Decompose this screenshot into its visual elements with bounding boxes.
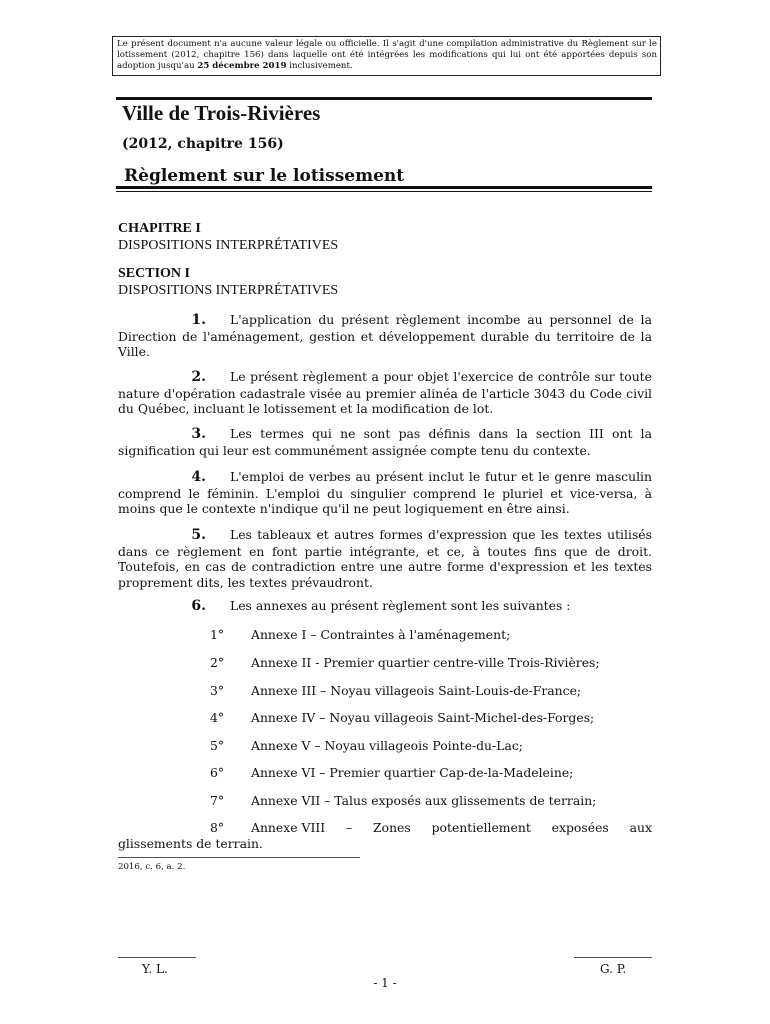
disclaimer-date: 25 décembre 2019: [197, 61, 287, 71]
article-5: [118, 527, 652, 590]
article-text: Les termes qui ne sont pas définis dans la section III ont la signification qui leur est communément assignée compte tenu du contexte.: [118, 426, 652, 458]
annex-word: potentiellement: [431, 820, 531, 835]
article-text: L'emploi de verbes au présent inclut le futur et le genre masculin comprend le féminin. L'emploi du singulier comprend le pluriel et vice-versa, à moins que le contexte n'indique qu'il ne peut logiquement en être ainsi.: [118, 469, 652, 516]
article-4: [118, 469, 652, 517]
annex-ordinal: 7°: [210, 793, 225, 808]
annex-ordinal: 3°: [210, 683, 225, 698]
annex-ordinal: 1°: [210, 627, 225, 642]
article-1: [118, 312, 652, 360]
title-rule-bottom-thin: [116, 191, 652, 192]
article-number: 5.: [191, 527, 206, 543]
section-label: SECTION I: [118, 266, 190, 281]
article-number: 4.: [191, 469, 206, 485]
annex-text: [251, 820, 652, 836]
annex-text: Annexe I – Contraintes à l'aménagement;: [251, 627, 511, 642]
article-text: Les tableaux et autres formes d'expression que les textes utilisés dans ce règlement en font partie intégrante, et ce, à toutes fins que de droit. Toutefois, en cas de contradiction entre une autre forme d'expression et les textes proprement dits, les textes prévaudront.: [118, 527, 652, 590]
disclaimer-text-end: inclusivement.: [286, 61, 353, 71]
annex-text-continuation: glissements de terrain.: [118, 835, 263, 851]
annex-word: Annexe VIII: [251, 820, 326, 835]
annex-ordinal: 2°: [210, 655, 225, 670]
title-rule-bottom: [116, 186, 652, 189]
signature-line-left: [118, 957, 196, 958]
article-text: Le présent règlement a pour objet l'exercice de contrôle sur toute nature d'opération cadastrale visée au premier alinéa de l'article 3043 du Code civil du Québec, incluant le lotissement et la modification de lot.: [118, 369, 652, 416]
annex-item-8: [118, 820, 652, 851]
annex-text: Annexe II - Premier quartier centre-ville Trois-Rivières;: [251, 655, 600, 670]
annex-text: Annexe IV – Noyau villageois Saint-Michel-des-Forges;: [251, 710, 595, 725]
annex-ordinal: 4°: [210, 710, 225, 725]
disclaimer-box: [112, 36, 661, 76]
article-number: 2.: [191, 369, 206, 385]
chapter-name: DISPOSITIONS INTERPRÉTATIVES: [118, 238, 339, 253]
article-3: [118, 426, 652, 458]
annex-ordinal: 5°: [210, 738, 225, 753]
signature-line-right: [574, 957, 652, 958]
annex-text: Annexe III – Noyau villageois Saint-Louis-de-France;: [251, 683, 582, 698]
disclaimer-text: Le présent document n'a aucune valeur légale ou officielle. Il s'agit d'une compilation administrative du Règlement sur le lotissement (2012, chapitre 156) dans laquelle ont été intégrées les modifications qui lui ont été apportées depuis son adoption jusqu'au: [117, 39, 657, 71]
article-2: [118, 369, 652, 417]
article-number: 1.: [191, 312, 206, 328]
page-title: Ville de Trois-Rivières: [122, 101, 321, 125]
regulation-name: Règlement sur le lotissement: [124, 166, 405, 186]
section-heading: [118, 265, 338, 299]
article-6: [118, 598, 652, 615]
article-number: 3.: [191, 426, 206, 442]
article-text: L'application du présent règlement incombe au personnel de la Direction de l'aménagement, gestion et développement durable du territoire de la Ville.: [118, 312, 652, 359]
annex-text: Annexe V – Noyau villageois Pointe-du-Lac;: [251, 738, 523, 753]
page-number: - 1 -: [373, 976, 397, 990]
article-number: 6.: [191, 598, 206, 614]
footnote: 2016, c. 6, a. 2.: [118, 862, 186, 872]
section-name: DISPOSITIONS INTERPRÉTATIVES: [118, 283, 339, 298]
annex-word: –: [345, 820, 353, 835]
regulation-reference: (2012, chapitre 156): [122, 136, 284, 152]
annex-word: Zones: [373, 820, 411, 835]
chapter-heading: [118, 220, 338, 254]
annex-ordinal: 6°: [210, 765, 225, 780]
article-text: Les annexes au présent règlement sont les suivantes :: [230, 598, 571, 613]
title-rule-top: [116, 97, 652, 100]
annex-text: Annexe VI – Premier quartier Cap-de-la-Madeleine;: [251, 765, 574, 780]
footnote-divider: [118, 857, 360, 858]
annex-ordinal: 8°: [210, 820, 225, 835]
signature-right: G. P.: [600, 962, 627, 976]
signature-left: Y. L.: [142, 962, 168, 976]
annex-word: aux: [629, 820, 652, 835]
annex-word: exposées: [551, 820, 609, 835]
annex-text: Annexe VII – Talus exposés aux glissements de terrain;: [251, 793, 597, 808]
chapter-label: CHAPITRE I: [118, 221, 201, 236]
